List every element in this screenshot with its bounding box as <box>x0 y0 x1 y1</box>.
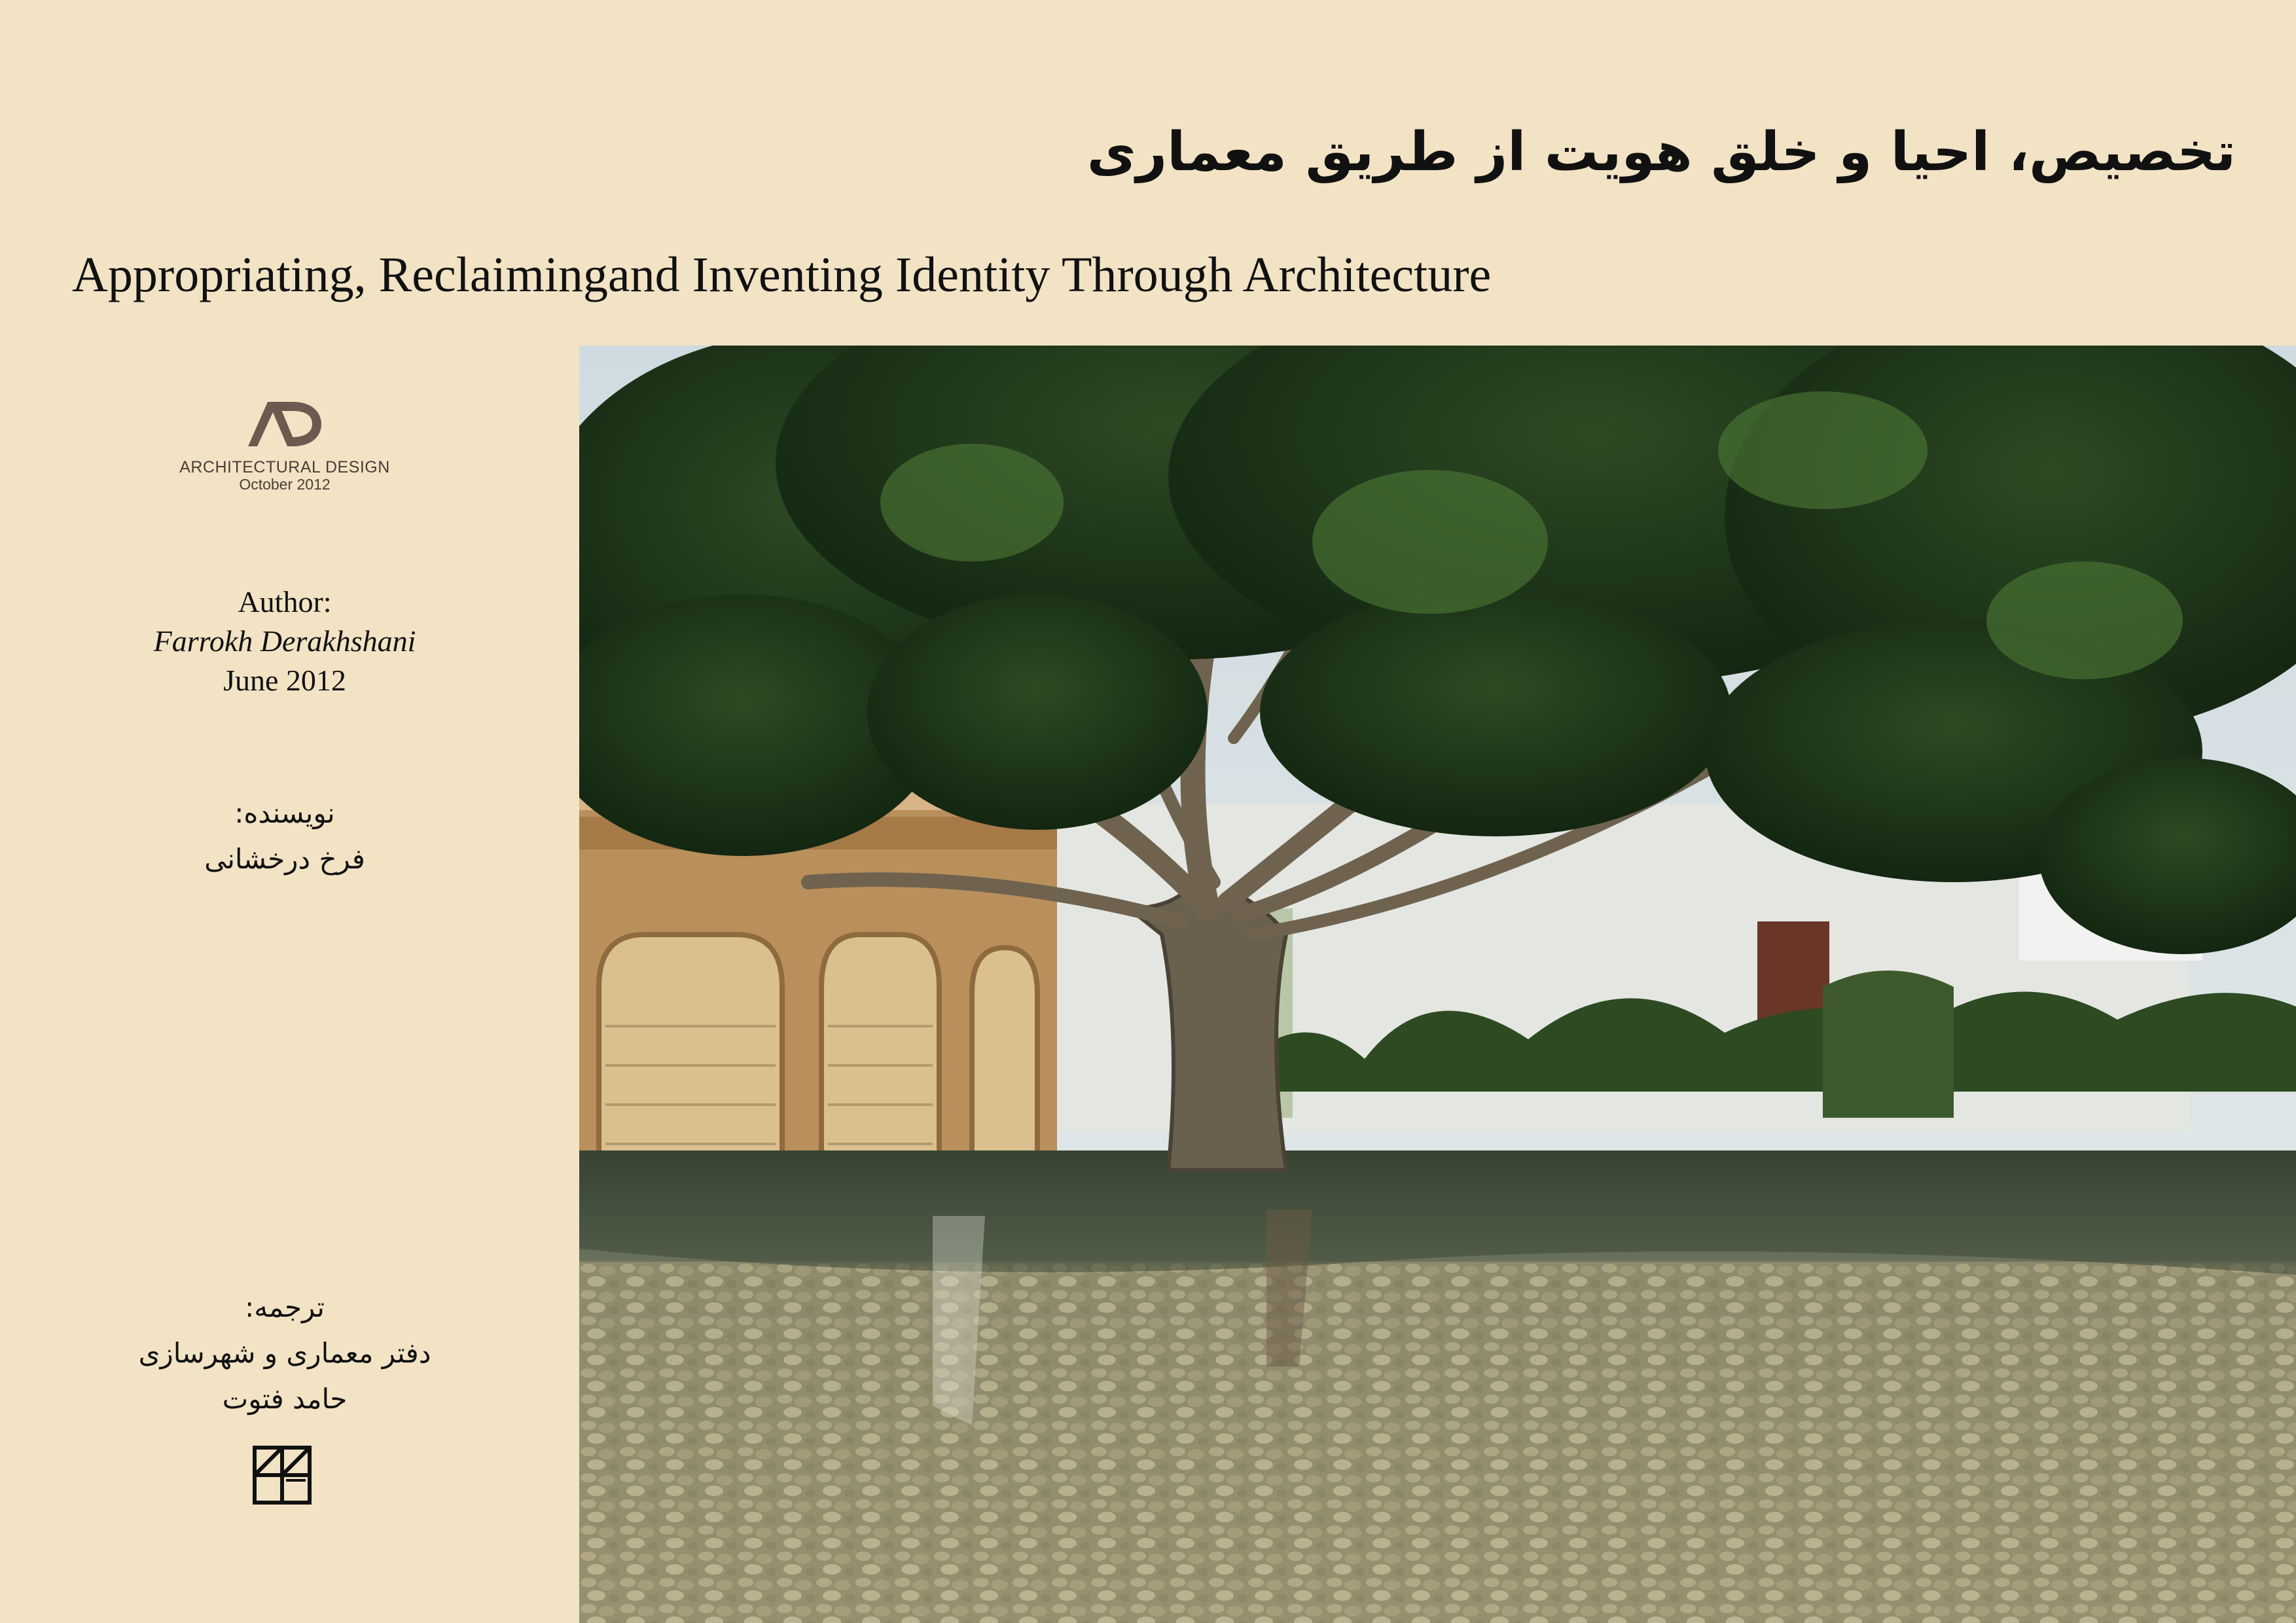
translation-label: ترجمه: <box>245 1291 325 1323</box>
author-persian <box>0 791 569 882</box>
ad-logo-icon <box>245 398 324 449</box>
author-label: Author: <box>238 585 332 618</box>
author-name-fa: فرخ درخشانی <box>204 843 365 875</box>
translation-office: دفتر معماری و شهرسازی <box>138 1337 431 1369</box>
title-english: Appropriating, Reclaimingand Inventing Identity Through Architecture <box>72 247 1492 302</box>
translator-name: حامد فتوت <box>222 1383 348 1415</box>
publication-date: October 2012 <box>239 476 331 493</box>
author-name: Farrokh Derakhshani <box>153 624 416 658</box>
courtyard-tree-illustration <box>579 346 2296 1623</box>
author-date: June 2012 <box>223 664 346 697</box>
sidebar <box>0 346 569 1623</box>
publication-name: ARCHITECTURAL DESIGN <box>179 458 390 476</box>
translation-persian <box>0 1285 569 1422</box>
publication-logo <box>0 398 569 492</box>
title-persian: تخصیص، احیا و خلق هویت از طریق معماری <box>1086 121 2236 183</box>
author-label-fa: نویسنده: <box>234 797 335 829</box>
fa-monogram-icon <box>252 1445 312 1505</box>
author-english <box>0 582 569 700</box>
cover-photo <box>579 346 2296 1623</box>
